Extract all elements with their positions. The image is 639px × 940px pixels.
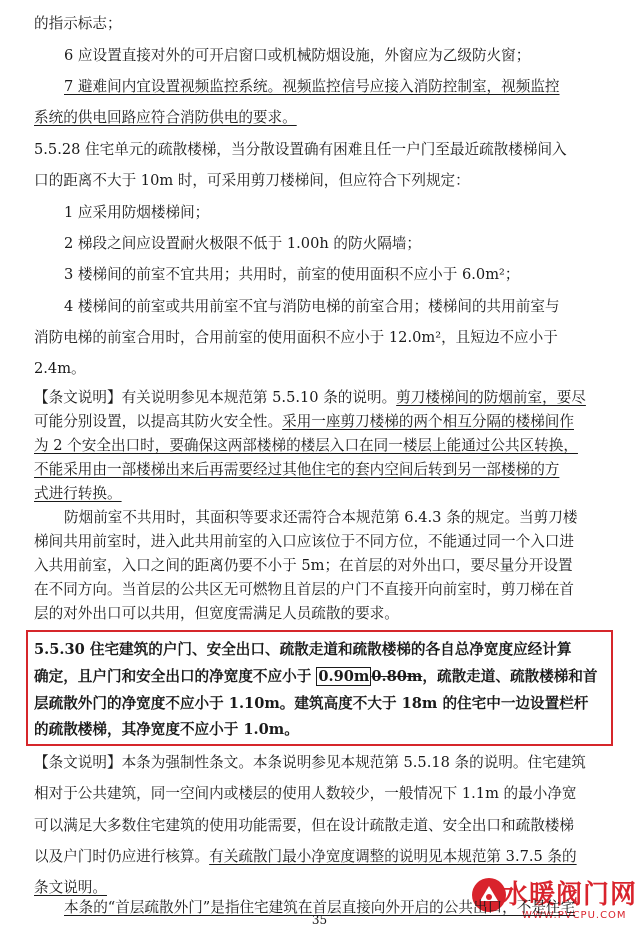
mandatory-clause: 确定，且户门和安全出口的净宽度不应小于 0.90m 0.80m，疏散走道、疏散楼梯和首: [34, 668, 598, 685]
text-line: 在不同方向。当首层的公共区无可燃物且首层的户门不直接开向前室时，剪刀梯在首: [34, 581, 574, 598]
commentary-line: 【条文说明】本条为强制性条文。本条说明参见本规范第 5.5.18 条的说明。住宅建筑: [34, 754, 586, 771]
mandatory-clause: 5.5.30 住宅建筑的户门、安全出口、疏散走道和疏散楼梯的各自总净宽度应经计算: [34, 641, 572, 658]
commentary-line: 以及户门时仍应进行核算。有关疏散门最小净宽度调整的说明见本规范第 3.7.5 条的: [34, 848, 577, 865]
commentary-line: 为 2 个安全出口时，要确保这两部楼梯的楼层入口在同一楼层上能通过公共区转换，: [34, 437, 578, 454]
text-line: 7 避难间内宜设置视频监控系统。视频监控信号应接入消防控制室，视频监控: [64, 78, 560, 95]
text-line: 2.4m。: [34, 360, 86, 377]
commentary-line: 【条文说明】有关说明参见本规范第 5.5.10 条的说明。剪刀楼梯间的防烟前室，要尽: [34, 389, 586, 406]
watermark-title: 水暖阀门网: [502, 880, 638, 910]
commentary-line: 式进行转换。: [34, 485, 122, 502]
list-item: 4 楼梯间的前室或共用前室不宜与消防电梯的前室合用；楼梯间的共用前室与: [64, 298, 560, 315]
text-line: 的指示标志；: [34, 15, 122, 32]
watermark-url: WWW.PVCPU.COM: [522, 910, 627, 921]
commentary-line: 条文说明。: [34, 879, 107, 896]
revised-value: 0.90m: [318, 668, 370, 685]
clause-heading: 5.5.28 住宅单元的疏散楼梯，当分散设置确有困难且任一户门至最近疏散楼梯间入: [34, 141, 567, 158]
text-line: 口的距离不大于 10m 时，可采用剪刀楼梯间，但应符合下列规定：: [34, 172, 470, 189]
text-line: 系统的供电回路应符合消防供电的要求。: [34, 109, 297, 126]
text-line: 消防电梯的前室合用时，合用前室的使用面积不应小于 12.0m²，且短边不应小于: [34, 329, 558, 346]
text-line: 层的对外出口可以共用，但宽度需满足人员疏散的要求。: [34, 605, 399, 622]
text-line: 梯间共用前室时，进入此共用前室的入口应该位于不同方位，不能通过同一个入口进: [34, 533, 574, 550]
text-line: 防烟前室不共用时，其面积等要求还需符合本规范第 6.4.3 条的规定。当剪刀楼: [64, 509, 578, 526]
deleted-value: 0.80m: [371, 668, 423, 685]
page-number: 35: [311, 913, 328, 927]
list-item: 3 楼梯间的前室不宜共用；共用时，前室的使用面积不应小于 6.0m²；: [64, 266, 520, 283]
mandatory-clause: 层疏散外门的净宽度不应小于 1.10m。建筑高度不大于 18m 的住宅中一边设置栏杆: [34, 695, 589, 712]
commentary-line: 不能采用由一部楼梯出来后再需要经过其他住宅的套内空间后转到另一部楼梯的方: [34, 461, 560, 478]
text-line: 入共用前室，入口之间的距离仍要不小于 5m；在首层的对外出口，要尽量分开设置: [34, 557, 573, 574]
commentary-line: 可以满足大多数住宅建筑的使用功能需要，但在设计疏散走道、安全出口和疏散楼梯: [34, 817, 574, 834]
text-line: 6 应设置直接对外的可开启窗口或机械防烟设施，外窗应为乙级防火窗；: [64, 47, 531, 64]
commentary-line: 相对于公共建筑，同一空间内或楼层的使用人数较少，一般情况下 1.1m 的最小净宽: [34, 785, 577, 802]
commentary-line: 可能分别设置，以提高其防火安全性。采用一座剪刀楼梯的两个相互分隔的楼梯间作: [34, 413, 574, 430]
mandatory-clause: 的疏散楼梯，其净宽度不应小于 1.0m。: [34, 721, 299, 738]
list-item: 1 应采用防烟楼梯间；: [64, 204, 210, 221]
list-item: 2 梯段之间应设置耐火极限不低于 1.00h 的防火隔墙；: [64, 235, 421, 252]
text-line-last: 本条的“首层疏散外门”是指住宅建筑在首层直接向外开启的公共出口，不是住宅: [64, 899, 576, 916]
